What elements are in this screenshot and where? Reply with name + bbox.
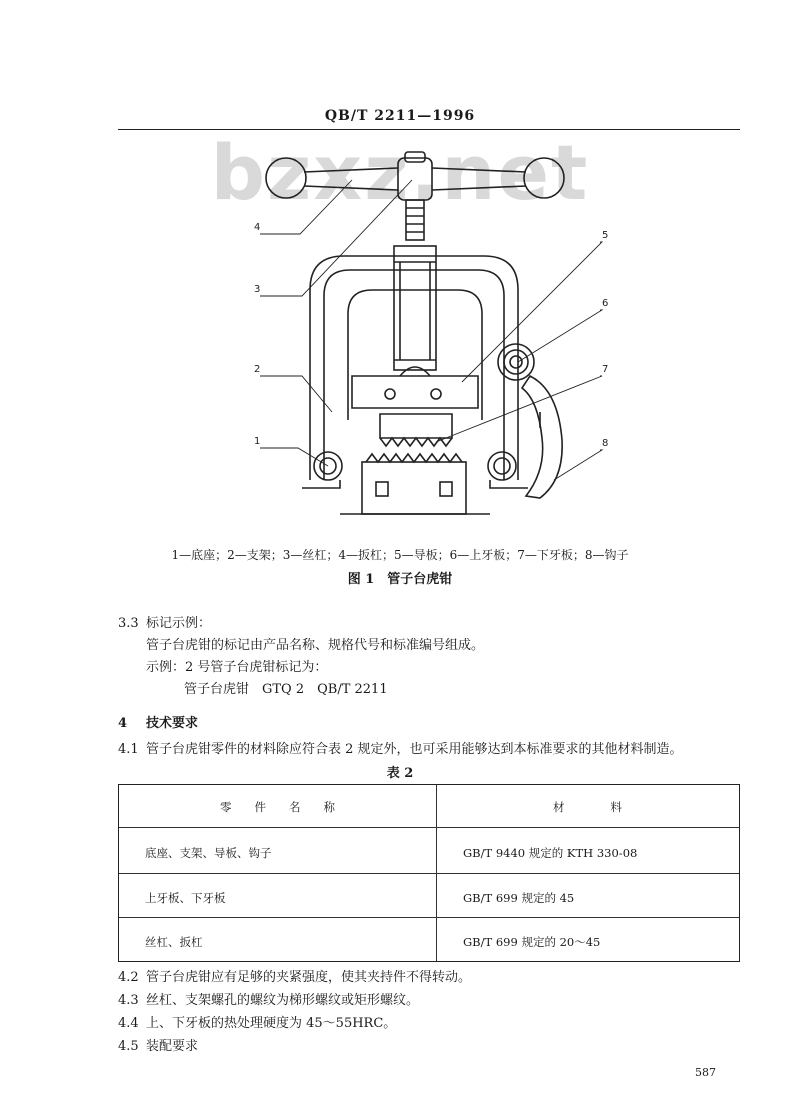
section-number: 4.4: [118, 1016, 139, 1031]
section-3-3-line1: 管子台虎钳的标记由产品名称、规格代号和标准编号组成。: [146, 638, 485, 653]
callout-1: 1: [254, 436, 261, 447]
section-text: 上、下牙板的热处理硬度为 45～55HRC。: [146, 1016, 397, 1031]
callout-4: 4: [254, 222, 261, 233]
section-3-3-line3: 管子台虎钳 GTQ 2 QB/T 2211: [184, 682, 388, 697]
table-rule: [119, 827, 739, 828]
table-rule: [119, 917, 739, 918]
callout-2: 2: [254, 364, 261, 375]
table-header-part: 零 件 名 称: [220, 800, 335, 814]
handle-left-knob: [266, 158, 306, 198]
section-text: 管子台虎钳零件的材料除应符合表 2 规定外，也可采用能够达到本标准要求的其他材料制造。: [146, 742, 683, 757]
callout-6: 6: [602, 298, 609, 309]
section-4-2: [118, 966, 471, 985]
section-4-3: [118, 989, 419, 1008]
section-heading: 技术要求: [146, 716, 199, 731]
handle-hub: [398, 158, 432, 200]
section-number: 4.3: [118, 993, 139, 1008]
table-cell: 上牙板、下牙板: [145, 891, 226, 905]
table-cell: GB/T 699 规定的 45: [463, 891, 575, 905]
table-rule: [119, 873, 739, 874]
callout-5: 5: [602, 230, 609, 241]
callout-3: 3: [254, 284, 261, 295]
section-heading: 标记示例：: [146, 616, 212, 631]
materials-table: [118, 784, 740, 962]
table-cell: 底座、支架、导板、钩子: [145, 846, 272, 860]
handle-right-knob: [524, 158, 564, 198]
table-cell: GB/T 9440 规定的 KTH 330-08: [463, 846, 638, 860]
section-4-4: [118, 1012, 396, 1031]
section-number: 3.3: [118, 616, 139, 631]
section-text: 管子台虎钳应有足够的夹紧强度，使其夹持件不得转动。: [146, 970, 472, 985]
page-header-standard-code: QB/T 2211—1996: [324, 108, 476, 124]
table-title: 表 2: [386, 766, 414, 781]
watermark-logo: bzxz.net: [210, 128, 590, 217]
pipe-vise-drawing: [240, 150, 620, 530]
section-number: 4: [118, 716, 128, 731]
section-3-3-line2: 示例：2 号管子台虎钳标记为：: [146, 660, 328, 675]
section-4-heading: [118, 712, 198, 731]
section-3-3-heading: [118, 612, 211, 631]
section-number: 4.5: [118, 1039, 139, 1054]
section-text: 装配要求: [146, 1039, 199, 1054]
table-cell: GB/T 699 规定的 20～45: [463, 935, 601, 949]
figure-title: 图 1 管子台虎钳: [347, 572, 453, 587]
figure-legend: 1—底座；2—支架；3—丝杠；4—扳杠；5—导板；6—上牙板；7—下牙板；8—钩子: [171, 548, 629, 562]
table-cell: 丝杠、扳杠: [145, 935, 203, 949]
section-text: 丝杠、支架螺孔的螺纹为梯形螺纹或矩形螺纹。: [146, 993, 420, 1008]
section-4-1: [118, 738, 683, 757]
callout-7: 7: [602, 364, 609, 375]
section-4-5: [118, 1035, 198, 1054]
callout-8: 8: [602, 438, 609, 449]
table-header-material: 材 料: [553, 800, 622, 814]
section-number: 4.1: [118, 742, 139, 757]
lower-jaw-base: [362, 462, 466, 514]
page-number: 587: [695, 1066, 716, 1079]
section-number: 4.2: [118, 970, 139, 985]
